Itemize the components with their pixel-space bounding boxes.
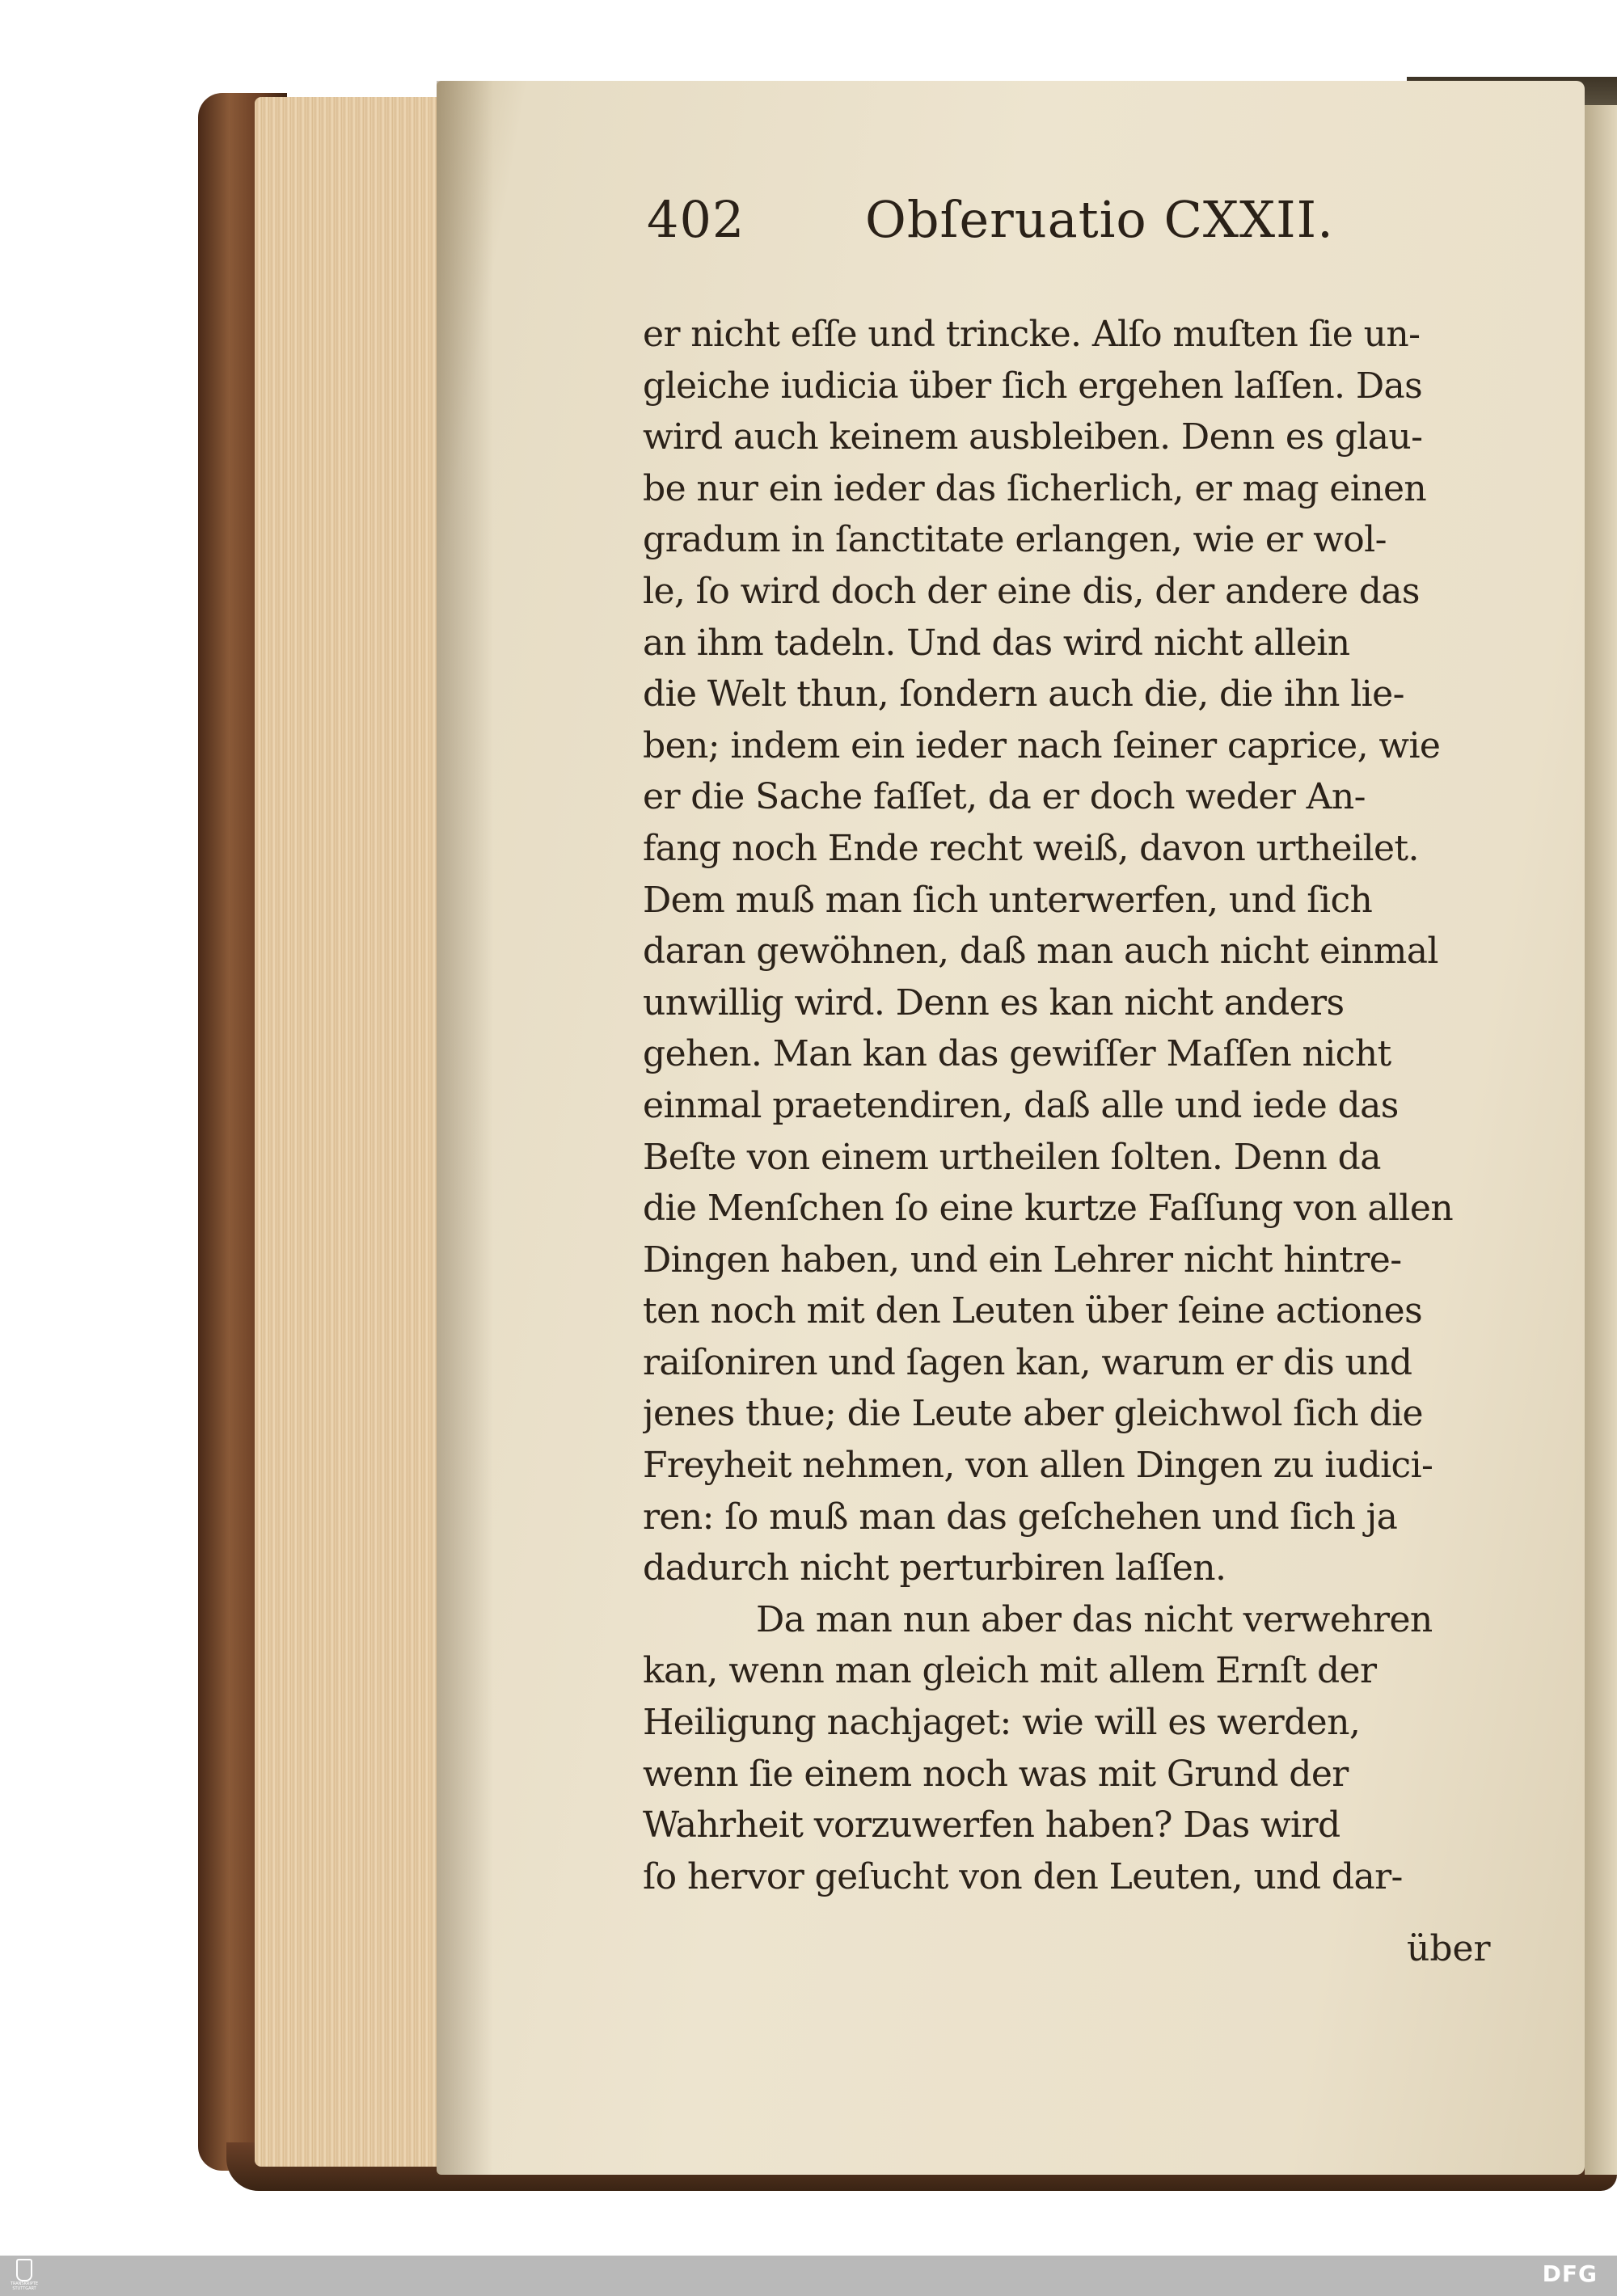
text-line: Wahrheit vorzuwerfen haben? Das wird (643, 1804, 1340, 1847)
body-text (643, 309, 1524, 1902)
text-line: wenn ſie einem noch was mit Grund der (643, 1753, 1349, 1795)
text-line: gradum in ſanctitate erlangen, wie er wol- (643, 519, 1387, 561)
text-line: daran gewöhnen, daß man auch nicht einmal (643, 931, 1438, 973)
text-line: wird auch keinem ausbleiben. Denn es glau- (643, 416, 1423, 458)
text-line: jenes thue; die Leute aber gleichwol ſich die (643, 1393, 1423, 1435)
text-line: die Menſchen ſo eine kurtze Faſſung von allen (643, 1188, 1454, 1230)
page-edges (255, 97, 453, 2167)
text-line: unwillig wird. Denn es kan nicht anders (643, 981, 1345, 1023)
text-line: Dingen haben, und ein Lehrer nicht hintre- (643, 1239, 1402, 1281)
text-line: ren: ſo muß man das geſchehen und ſich ja (643, 1496, 1398, 1538)
text-line: ſo hervor geſucht von den Leuten, und dar- (643, 1855, 1403, 1897)
text-line: er die Sache faſſet, da er doch weder An- (643, 776, 1366, 818)
text-line: be nur ein ieder das ſicherlich, er mag einen (643, 467, 1427, 509)
text-line: Dem muß man ſich unterwerfen, und ſich (643, 879, 1373, 921)
text-line: raiſoniren und ſagen kan, warum er dis und (643, 1341, 1412, 1383)
text-line: ben; indem ein ieder nach ſeiner caprice, wie (643, 724, 1441, 766)
text-line: Da man nun aber das nicht verwehren (756, 1598, 1433, 1640)
footer-bar (0, 2256, 1617, 2296)
text-line: die Welt thun, ſondern auch die, die ihn lie- (643, 673, 1404, 715)
text-line: Heiligung nachjaget: wie will es werden, (643, 1702, 1361, 1744)
library-shield-icon (16, 2259, 32, 2281)
text-line: er nicht eſſe und trincke. Alſo muſten ſie un- (643, 314, 1421, 355)
text-line: einmal praetendiren, daß alle und iede das (643, 1084, 1399, 1126)
text-line: le, ſo wird doch der eine dis, der andere das (643, 570, 1420, 612)
catchword: über (1407, 1928, 1491, 1969)
page-number: 402 (647, 190, 745, 249)
library-logo (8, 2259, 40, 2293)
running-head (647, 190, 1374, 263)
text-line: Beſte von einem urtheilen ſolten. Denn da (643, 1136, 1381, 1178)
library-logo-text: TRANSKRIPTE STUTTGART (10, 2281, 39, 2291)
text-line: kan, wenn man gleich mit allem Ernſt der (643, 1650, 1377, 1692)
gutter-shadow (437, 81, 493, 2175)
running-title: Obſeruatio CXXII. (865, 190, 1334, 249)
facing-page-edge (1585, 105, 1617, 2175)
text-line: gehen. Man kan das gewiſſer Maſſen nicht (643, 1033, 1391, 1075)
text-line: an ihm tadeln. Und das wird nicht allein (643, 622, 1350, 664)
text-line: ten noch mit den Leuten über ſeine actiones (643, 1290, 1423, 1332)
text-line: Freyheit nehmen, von allen Dingen zu iudici- (643, 1445, 1433, 1487)
text-line: dadurch nicht perturbiren laſſen. (643, 1547, 1226, 1589)
text-line: fang noch Ende recht weiß, davon urtheilet. (643, 827, 1419, 869)
dfg-logo: DFG (1542, 2260, 1598, 2287)
text-line: gleiche iudicia über ſich ergehen laſſen. Das (643, 365, 1423, 407)
